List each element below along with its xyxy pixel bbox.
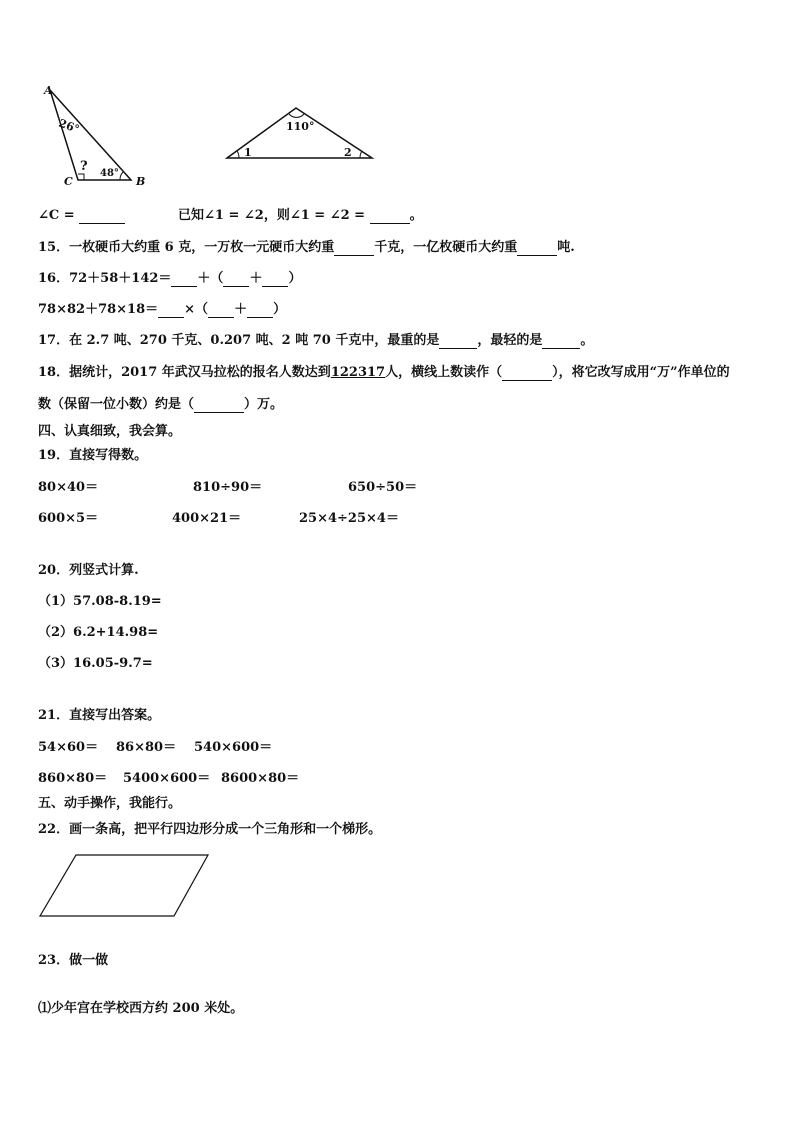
q19-item: 25×4÷25×4＝ [299,511,399,526]
q17-line: 17．在 2.7 吨、270 千克、0.207 吨、2 吨 70 千克中，最重的是 ，最轻的是 。 [38,333,594,348]
q17-blank-1[interactable] [439,335,477,349]
q16-line-2: 78×82＋78×18＝ ×（ ＋ ） [38,302,287,317]
q19-item: 650÷50＝ [348,480,418,495]
q19-item: 810÷90＝ [193,480,263,495]
q16-blank-6[interactable] [247,304,273,318]
parallelogram [40,855,208,916]
q18-blank-2[interactable] [194,399,244,413]
q21-item: 860×80＝ [38,771,108,786]
angle-2-label: 2 [344,146,352,159]
angle-equal-blank[interactable] [370,210,410,224]
section-5-heading: 五、动手操作，我能行。 [38,796,182,811]
parallelogram-figure[interactable] [36,852,216,922]
q16-blank-1[interactable] [171,273,197,287]
angle-2-arc [360,151,362,158]
q18-line-1: 18．据统计，2017 年武汉马拉松的报名人数达到122317人，横线上数读作（ ），将它改写成用“万”作单位的 [38,365,730,380]
q21-item: 5400×600＝ [123,771,211,786]
q14-answer-line-2: 已知∠1 = ∠2，则∠1 = ∠2 = 。 [178,208,423,223]
angle-a-label: 26° [56,116,81,136]
q22-title: 22．画一条高，把平行四边形分成一个三角形和一个梯形。 [38,822,382,837]
q20-item: （3）16.05-9.7= [38,656,153,671]
right-angle-marker [78,174,84,180]
q18-line-2: 数（保留一位小数）约是（ ）万。 [38,397,284,412]
q15-blank-2[interactable] [517,242,557,256]
q15-line: 15．一枚硬币大约重 6 克，一万枚一元硬币大约重 千克，一亿枚硬币大约重 吨. [38,240,575,255]
angle-1-arc [237,151,239,158]
angle-c-label: ? [80,159,88,174]
angle-b-arc [120,172,123,180]
q14-answer-line [38,208,125,224]
q17-blank-2[interactable] [542,335,580,349]
angle-equal-prompt: 已知∠1 = ∠2，则∠1 = ∠2 = [178,208,366,223]
vertex-b-label: B [136,175,146,188]
q23-item: ⑴少年宫在学校西方约 200 米处。 [38,1001,244,1016]
q21-item: 54×60＝ [38,740,99,755]
q19-item: 80×40＝ [38,480,99,495]
q19-item: 600×5＝ [38,511,99,526]
q20-title: 20．列竖式计算. [38,563,139,578]
q16-blank-2[interactable] [223,273,249,287]
q16-blank-3[interactable] [262,273,288,287]
angle-c-blank[interactable] [79,210,125,224]
angle-1-label: 1 [244,146,252,159]
q20-item: （2）6.2+14.98= [38,625,159,640]
q19-item: 400×21＝ [172,511,242,526]
q16-line-1: 16．72＋58＋142＝ ＋（ ＋ ） [38,271,302,286]
q21-item: 86×80＝ [116,740,177,755]
top-angle-label: 110° [286,120,315,133]
q23-title: 23．做一做 [38,953,109,968]
q21-item: 8600×80＝ [221,771,300,786]
q19-title: 19．直接写得数。 [38,448,148,463]
angle-b-label: 48° [100,168,119,179]
section-4-heading: 四、认真细致，我会算。 [38,424,182,439]
top-angle-arc [289,114,304,117]
triangle-abc [50,90,131,180]
triangle-110-figure [222,100,382,165]
vertex-a-label: A [44,84,53,97]
q18-blank-1[interactable] [502,367,552,381]
triangle-abc-figure [38,82,158,192]
q15-blank-1[interactable] [334,242,374,256]
q18-number: 122317 [330,365,386,380]
q21-title: 21．直接写出答案。 [38,708,161,723]
angle-c-prompt: ∠C = [38,208,75,223]
q21-item: 540×600＝ [194,740,273,755]
q20-item: （1）57.08-8.19= [38,594,162,609]
q16-blank-5[interactable] [208,304,234,318]
q16-blank-4[interactable] [158,304,184,318]
vertex-c-label: C [64,175,73,188]
